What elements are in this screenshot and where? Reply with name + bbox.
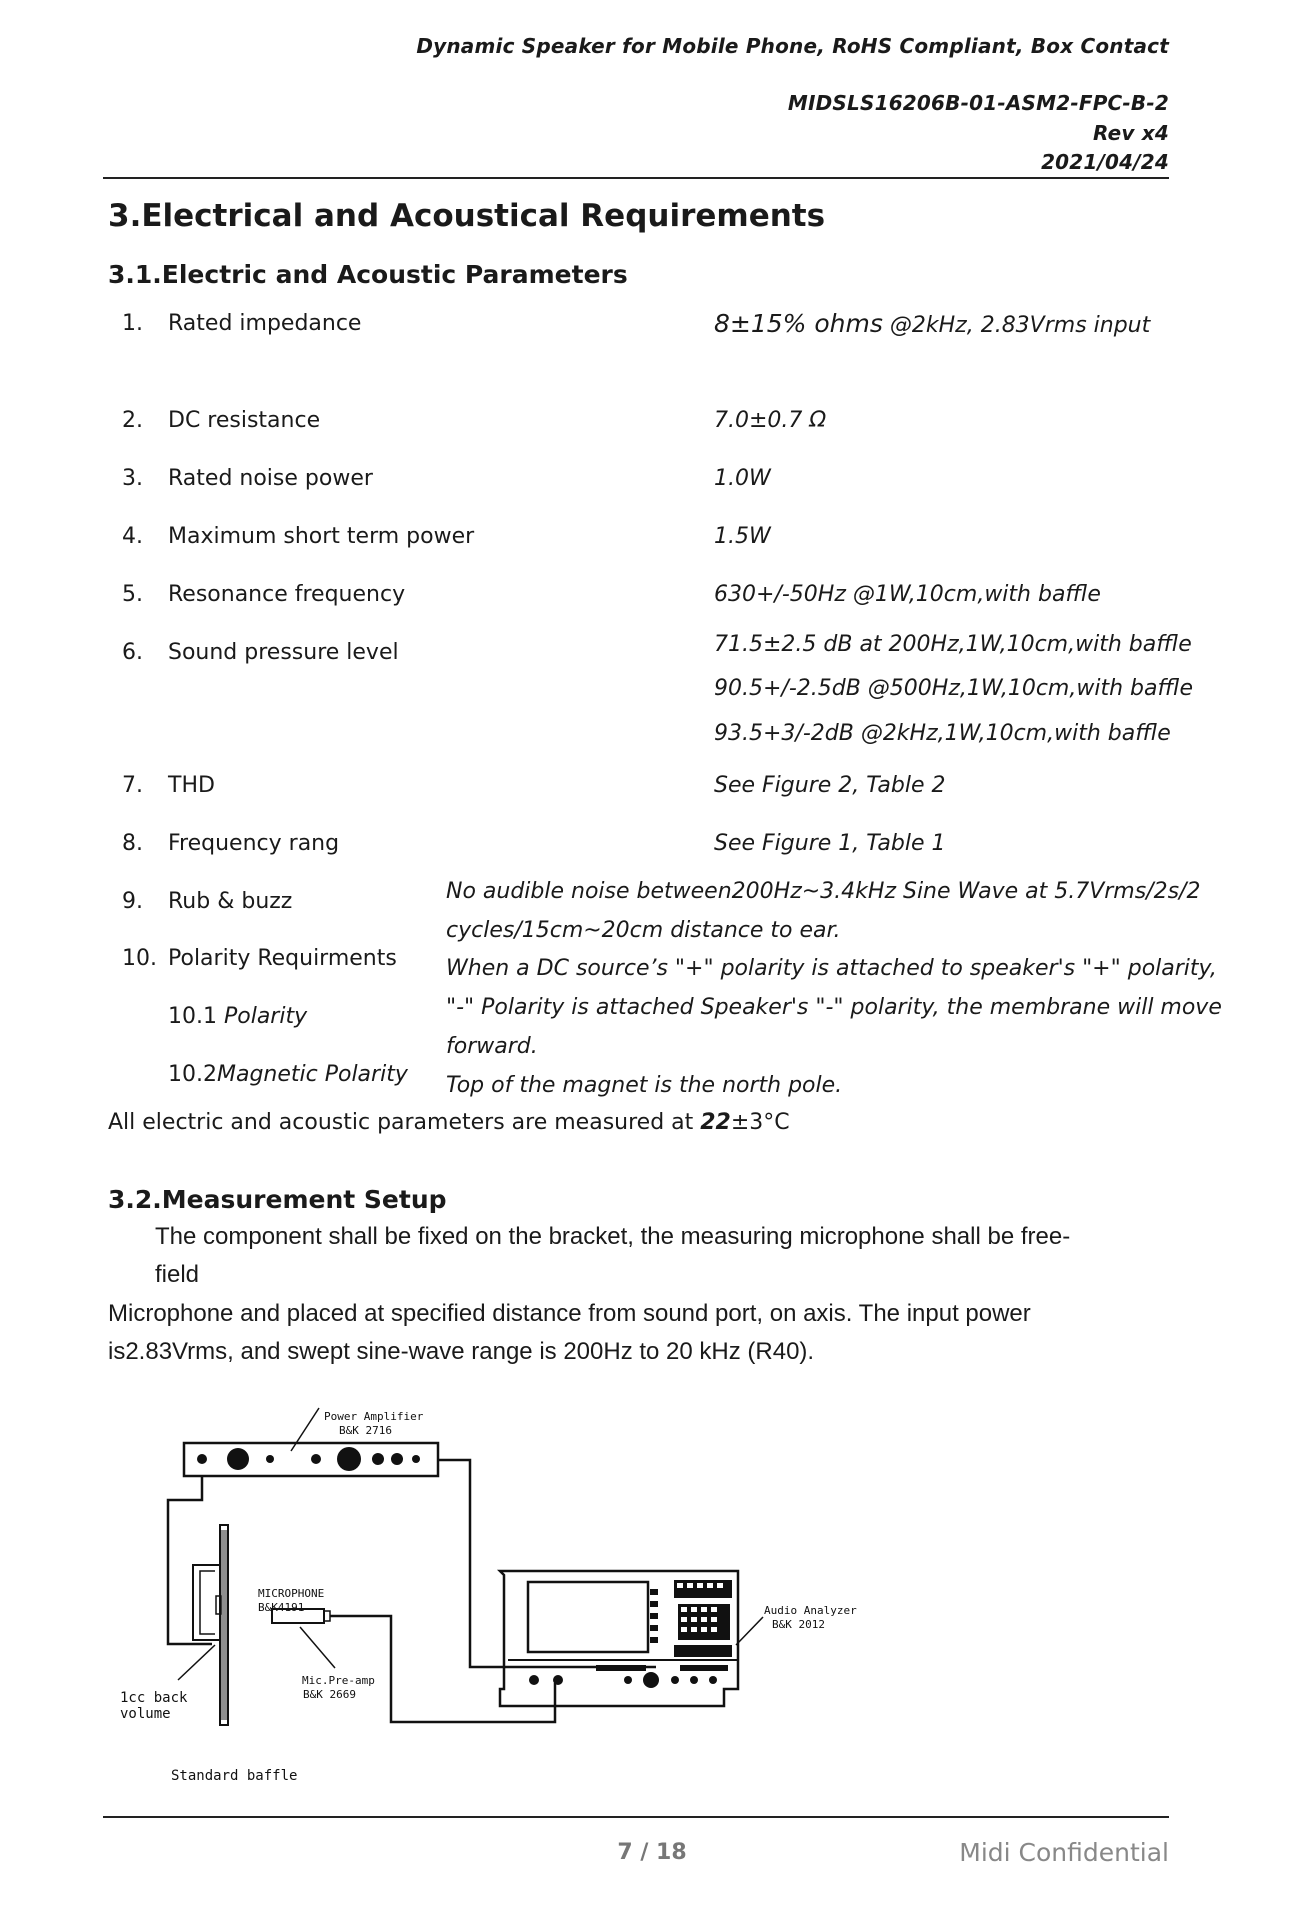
note-text: All electric and acoustic parameters are measured at [108,1110,701,1135]
param-label: THD [168,773,215,798]
param-value-main: 8±15% ohms [714,309,883,338]
power-amp-model: B&K 2716 [339,1424,392,1437]
param-value: "-" Polarity is attached Speaker's "-" polarity, the membrane will move [446,995,1222,1020]
date: 2021/04/24 [1041,150,1169,174]
analyzer-label: Audio Analyzer [764,1604,857,1617]
note-tolerance: ±3°C [730,1110,790,1135]
param-value: See Figure 1, Table 1 [714,831,946,856]
param-label: Rated noise power [168,466,373,491]
param-sub-number: 10.1 [168,1004,224,1029]
param-number: 1. [122,311,143,336]
param-number: 4. [122,524,143,549]
param-value: Top of the magnet is the north pole. [446,1073,843,1098]
part-number: MIDSLS16206B-01-ASM2-FPC-B-2 [787,91,1169,115]
back-volume-label: 1cc back [120,1690,188,1706]
param-sub-label: Polarity [223,1004,308,1029]
param-number: 9. [122,889,143,914]
microphone-model: B&K4191 [258,1601,305,1614]
param-number: 6. [122,640,143,665]
param-label: DC resistance [168,408,321,433]
setup-text: is2.83Vrms, and swept sine-wave range is 200Hz to 20 kHz (R40). [108,1338,815,1365]
param-label: Frequency rang [168,831,340,856]
confidential-label: Midi Confidential [959,1838,1169,1867]
param-value: forward. [446,1034,538,1059]
param-value: No audible noise between200Hz~3.4kHz Sine Wave at 5.7Vrms/2s/2 [446,879,1201,904]
param-value: cycles/15cm~20cm distance to ear. [446,918,841,943]
page-number: 7 / 18 [617,1840,687,1865]
param-value: 630+/-50Hz @1W,10cm,with baffle [714,582,1101,607]
param-value: 71.5±2.5 dB at 200Hz,1W,10cm,with baffle [714,632,1192,657]
document-title: Dynamic Speaker for Mobile Phone, RoHS Compliant, Box Contact [416,34,1169,58]
param-value: 1.5W [714,524,771,549]
analyzer-model: B&K 2012 [772,1618,825,1631]
param-label: Rub & buzz [168,889,293,914]
setup-text: The component shall be fixed on the bracket, the measuring microphone shall be free- [155,1223,1071,1250]
param-label: Rated impedance [168,311,362,336]
back-volume-label: volume [120,1706,171,1722]
subsection-title-setup: 3.2.Measurement Setup [108,1185,447,1214]
microphone-label: MICROPHONE [258,1587,325,1600]
revision: Rev x4 [1093,121,1169,145]
param-number: 2. [122,408,143,433]
preamp-model: B&K 2669 [303,1688,356,1701]
param-sub-number: 10.2 [168,1062,217,1087]
param-value: 90.5+/-2.5dB @500Hz,1W,10cm,with baffle [714,676,1193,701]
param-value: 7.0±0.7 Ω [714,408,827,433]
setup-text: field [155,1261,200,1288]
param-label: Sound pressure level [168,640,399,665]
param-value: 1.0W [714,466,771,491]
param-label: Resonance frequency [168,582,406,607]
param-label: Polarity Requirments [168,946,397,971]
subsection-title-parameters: 3.1.Electric and Acoustic Parameters [108,260,628,289]
param-value: When a DC source’s "+" polarity is attached to speaker's "+" polarity, [446,956,1217,981]
setup-text: Microphone and placed at specified distance from sound port, on axis. The input power [108,1300,1031,1327]
baffle-label: Standard baffle [171,1768,298,1784]
param-sub-label: Magnetic Polarity [216,1062,408,1087]
param-value: See Figure 2, Table 2 [714,773,946,798]
param-value-condition: @2kHz, 2.83Vrms input [882,313,1151,338]
section-title: 3.Electrical and Acoustical Requirements [108,198,826,234]
power-amp-label: Power Amplifier [324,1410,424,1423]
param-number: 3. [122,466,143,491]
param-value: 93.5+3/-2dB @2kHz,1W,10cm,with baffle [714,721,1171,746]
param-number: 10. [122,946,157,971]
param-number: 8. [122,831,143,856]
preamp-label: Mic.Pre-amp [302,1674,375,1687]
param-number: 5. [122,582,143,607]
param-number: 7. [122,773,143,798]
note-temperature: 22 [700,1110,731,1135]
footer-divider [103,1816,1169,1818]
param-label: Maximum short term power [168,524,475,549]
